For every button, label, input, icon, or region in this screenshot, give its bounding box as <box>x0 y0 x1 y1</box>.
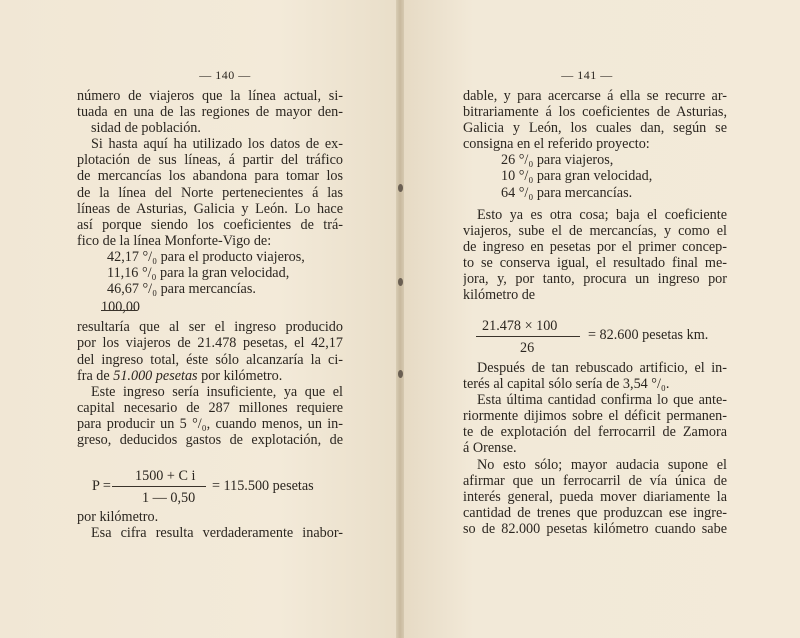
list-total: 100,00 <box>101 299 141 316</box>
text-line: sidad de población. <box>91 120 201 137</box>
fraction-rule <box>112 486 206 487</box>
text-line: kilómetro de <box>463 287 536 304</box>
fraction-rule <box>476 336 580 337</box>
list-item: 46,67 °/₀ para mercancías. <box>107 281 256 298</box>
text-line: to se conserva igual, el resultado final me- <box>463 254 727 271</box>
formula-numerator: 21.478 × 100 <box>482 318 558 334</box>
left-page-text <box>77 88 343 448</box>
text-line: capital necesario de 287 millones requiere <box>77 399 343 416</box>
formula-denominator: 26 <box>520 340 535 356</box>
right-page-text-end <box>463 360 727 537</box>
text-line: interés general, pueda mover diariamente la <box>463 488 727 505</box>
text-line: Galicia y León, los cuales dan, según se <box>463 120 727 137</box>
text-line: No esto sólo; mayor audacia supone el <box>477 456 727 473</box>
list-item: 42,17 °/₀ para el producto viajeros, <box>107 248 305 265</box>
text-line: tuada en una de las regiones de mayor den- <box>77 104 343 121</box>
text-line: dable, y para acercarse á ella se recurre ar- <box>463 88 727 104</box>
list-item: 64 °/₀ para mercancías. <box>501 184 633 201</box>
text-line: de la línea del Norte pertenecientes á las <box>77 184 343 201</box>
text-line: Si hasta aquí ha utilizado los datos de ex- <box>91 136 343 153</box>
right-page-text <box>463 88 727 303</box>
book-gutter <box>396 0 404 638</box>
binding-hole <box>398 278 403 286</box>
text-line: consigna en el referido proyecto: <box>463 136 650 153</box>
text-line: Esto ya es otra cosa; baja el coeficiente <box>477 206 727 223</box>
text-line: cantidad de trenes que produzcan ese ingre- <box>463 504 727 521</box>
formula-denominator: 1 — 0,50 <box>142 490 196 506</box>
list-item: 11,16 °/₀ para la gran velocidad, <box>107 265 290 282</box>
text-line: por los viajeros de 21.478 pesetas, el 42,17 <box>77 335 343 352</box>
text-line: del ingreso total, éste sólo alcanzaría la ci- <box>77 351 343 368</box>
text-line: de ingreso en pesetas por el primer concep- <box>463 238 727 255</box>
text-line: te de explotación del ferrocarril de Zamora <box>463 424 727 441</box>
text-line: terés al capital sólo sería de 3,54 °/₀. <box>463 376 670 393</box>
text-segment: fra de <box>77 367 114 384</box>
binding-hole <box>398 370 403 378</box>
emphasis-text: 51.000 pesetas <box>113 367 198 384</box>
formula-rhs: = 82.600 pesetas km. <box>588 327 709 343</box>
text-line: líneas de Asturias, Galicia y León. Lo hace <box>77 200 343 217</box>
sum-rule <box>101 310 137 311</box>
text-line: jora, y, por tanto, procura un ingreso por <box>463 271 727 288</box>
text-line: fico de la línea Monforte-Vigo de: <box>77 232 272 249</box>
text-line: so de 82.000 pesetas kilómetro cuando sabe <box>463 520 727 537</box>
text-line: así porque siendo los coeficientes de trá- <box>77 216 343 233</box>
text-line: para producir un 5 °/₀, cuando menos, un in- <box>77 415 343 432</box>
text-line: por kilómetro. <box>77 509 159 525</box>
formula-rhs: = 115.500 pesetas <box>212 478 314 494</box>
text-line: bitrariamente á los coeficientes de Asturias, <box>463 104 727 121</box>
left-page-text-end <box>77 509 343 541</box>
text-line: Esa cifra resulta verdaderamente inabor- <box>91 525 343 542</box>
text-line: greso, deducidos gastos de explotación, de <box>77 431 343 448</box>
text-line: resultaría que al ser el ingreso producido <box>77 319 343 336</box>
page-number-left: — 140 — <box>199 68 251 82</box>
text-line: viajeros, sube el de mercancías, y como el <box>463 222 727 239</box>
text-line: afirmar que un ferrocarril de vía única de <box>463 472 727 489</box>
list-item: 26 °/₀ para viajeros, <box>501 152 614 169</box>
text-line: á Orense. <box>463 440 517 457</box>
text-line: plotación de sus líneas, á partir del tráfico <box>77 152 343 169</box>
text-segment: por kilómetro. <box>197 367 283 384</box>
page-number-right: — 141 — <box>561 68 613 82</box>
formula-numerator: 1500 + C i <box>135 468 196 484</box>
text-line: de mercancías los abandona para tomar los <box>77 168 343 185</box>
formula-lhs: P = <box>92 478 111 494</box>
list-item: 10 °/₀ para gran velocidad, <box>501 168 653 185</box>
text-line <box>77 368 343 384</box>
text-line: riormente dijimos sobre el déficit permanen- <box>463 408 727 425</box>
text-line: número de viajeros que la línea actual, si- <box>77 88 343 104</box>
text-line: Después de tan rebuscado artificio, el in- <box>477 360 727 376</box>
text-line: Este ingreso sería insuficiente, ya que el <box>91 383 343 400</box>
binding-hole <box>398 184 403 192</box>
text-line: Esta última cantidad confirma lo que ante- <box>477 392 727 409</box>
